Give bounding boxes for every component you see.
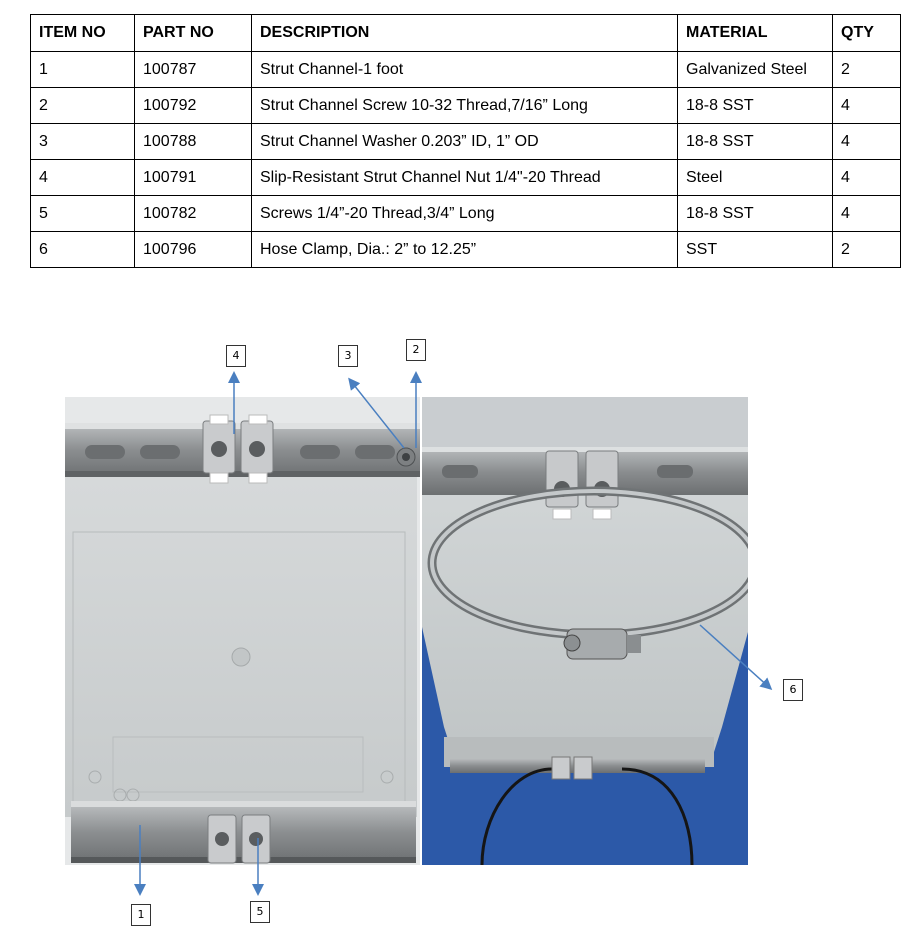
- cell-item-no: 3: [31, 124, 135, 160]
- header-qty: QTY: [833, 15, 901, 52]
- cell-part-no: 100791: [135, 160, 252, 196]
- cell-qty: 2: [833, 52, 901, 88]
- cell-part-no: 100792: [135, 88, 252, 124]
- cell-qty: 4: [833, 124, 901, 160]
- cell-description: Strut Channel Screw 10-32 Thread,7/16” Long: [252, 88, 678, 124]
- callout-3: 3: [338, 345, 358, 367]
- callout-1: 1: [131, 904, 151, 926]
- cell-item-no: 6: [31, 232, 135, 268]
- header-item-no: ITEM NO: [31, 15, 135, 52]
- callout-2: 2: [406, 339, 426, 361]
- callout-6: 6: [783, 679, 803, 701]
- cell-material: Steel: [678, 160, 833, 196]
- callout-4: 4: [226, 345, 246, 367]
- arrow-6: [700, 625, 770, 688]
- cell-part-no: 100796: [135, 232, 252, 268]
- arrow-3: [350, 380, 404, 448]
- cell-qty: 4: [833, 88, 901, 124]
- cell-material: SST: [678, 232, 833, 268]
- header-part-no: PART NO: [135, 15, 252, 52]
- cell-material: 18-8 SST: [678, 88, 833, 124]
- cell-item-no: 2: [31, 88, 135, 124]
- cell-item-no: 1: [31, 52, 135, 88]
- cell-part-no: 100787: [135, 52, 252, 88]
- header-description: DESCRIPTION: [252, 15, 678, 52]
- cell-material: Galvanized Steel: [678, 52, 833, 88]
- cell-item-no: 5: [31, 196, 135, 232]
- cell-qty: 4: [833, 196, 901, 232]
- cell-qty: 2: [833, 232, 901, 268]
- cell-part-no: 100788: [135, 124, 252, 160]
- cell-item-no: 4: [31, 160, 135, 196]
- cell-description: Strut Channel Washer 0.203” ID, 1” OD: [252, 124, 678, 160]
- cell-material: 18-8 SST: [678, 196, 833, 232]
- cell-description: Screws 1/4”-20 Thread,3/4” Long: [252, 196, 678, 232]
- cell-description: Slip-Resistant Strut Channel Nut 1/4"-20 Thread: [252, 160, 678, 196]
- cell-description: Hose Clamp, Dia.: 2” to 12.25”: [252, 232, 678, 268]
- cell-part-no: 100782: [135, 196, 252, 232]
- header-material: MATERIAL: [678, 15, 833, 52]
- cell-material: 18-8 SST: [678, 124, 833, 160]
- cell-description: Strut Channel-1 foot: [252, 52, 678, 88]
- callout-5: 5: [250, 901, 270, 923]
- cell-qty: 4: [833, 160, 901, 196]
